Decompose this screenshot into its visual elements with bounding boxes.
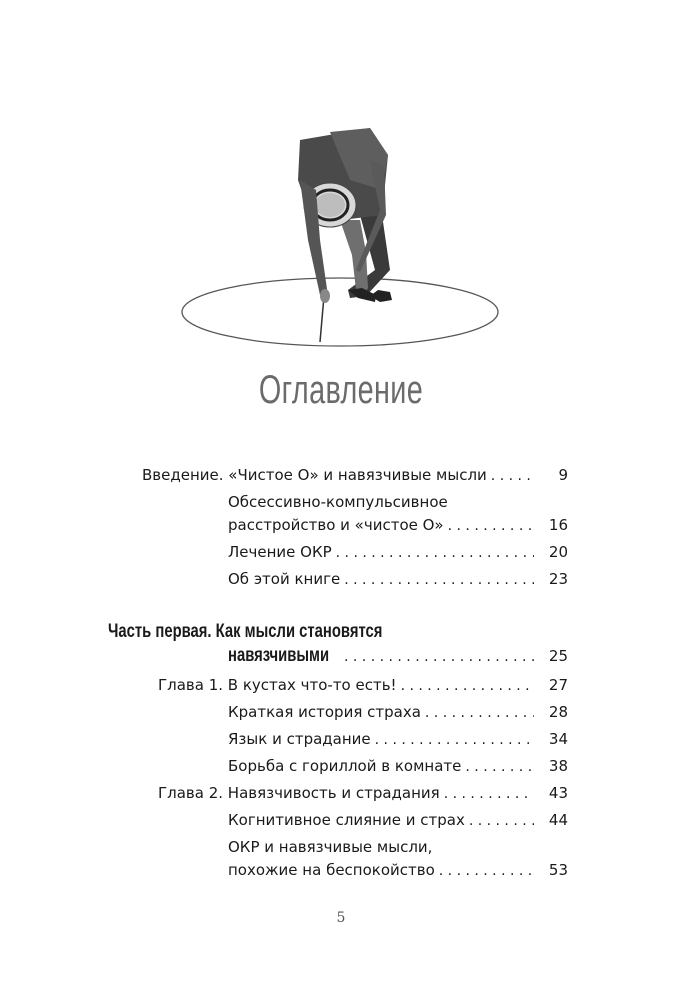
toc-entry-gorilla[interactable] — [228, 756, 568, 777]
leader-dots — [344, 570, 534, 590]
toc-entry-label: Борьба с гориллой в комнате — [228, 757, 462, 775]
toc-entry-chapter-2[interactable] — [158, 783, 568, 804]
leader-dots — [469, 811, 534, 831]
toc-entry-chapter-1[interactable] — [158, 675, 568, 696]
toc-entry-ocd-worry[interactable] — [228, 860, 568, 881]
page-number: 5 — [336, 910, 346, 926]
toc-entry-label: похожие на беспокойство — [228, 861, 435, 879]
toc-entry-label: Глава 2. Навязчивость и страдания — [158, 784, 440, 802]
toc-entry-label: Краткая история страха — [228, 703, 421, 721]
toc-entry-fear-history[interactable] — [228, 702, 568, 723]
toc-entry-page: 28 — [548, 703, 568, 721]
toc-entry-page: 43 — [548, 784, 568, 802]
toc-entry-ocd-pure-o[interactable] — [228, 515, 568, 536]
toc-entry-label: Лечение ОКР — [228, 543, 332, 561]
leader-dots — [375, 730, 534, 750]
toc-entry-label-line1: ОКР и навязчивые мысли, — [228, 838, 433, 856]
toc-entry-cognitive-fusion[interactable] — [228, 810, 568, 831]
toc-entry-label: Об этой книге — [228, 570, 341, 588]
toc-entry-label: навязчивыми — [228, 645, 330, 666]
leader-dots — [336, 543, 534, 563]
toc-entry-page: 44 — [548, 811, 568, 829]
toc-entry-label: Глава 1. В кустах что-то есть! — [158, 676, 397, 694]
toc-entry-page: 9 — [558, 466, 568, 484]
toc-entry-label-line1: Обсессивно-компульсивное — [228, 493, 448, 511]
leader-dots — [491, 466, 534, 486]
leader-dots — [401, 676, 534, 696]
toc-entry-page: 53 — [548, 861, 568, 879]
leader-dots — [444, 784, 534, 804]
toc-entry-about-book[interactable] — [228, 569, 568, 590]
leader-dots — [465, 757, 534, 777]
page-title: Оглавление — [258, 368, 424, 412]
toc-entry-label: Язык и страдание — [228, 730, 371, 748]
toc-entry-label: Когнитивное слияние и страх — [228, 811, 465, 829]
toc-entry-intro[interactable] — [142, 465, 568, 486]
toc-entry-page: 27 — [548, 676, 568, 694]
toc-entry-label: Введение. «Чистое О» и навязчивые мысли — [142, 466, 487, 484]
toc-entry-page: 16 — [548, 516, 568, 534]
leader-dots — [425, 703, 534, 723]
toc-entry-part1[interactable] — [228, 646, 568, 667]
leader-dots — [344, 647, 534, 667]
toc-entry-page: 23 — [548, 570, 568, 588]
toc-entry-page: 34 — [548, 730, 568, 748]
leader-dots — [448, 516, 534, 536]
toc-entry-ocd-treatment[interactable] — [228, 542, 568, 563]
leader-dots — [439, 861, 534, 881]
toc-entry-page: 25 — [548, 647, 568, 665]
toc-entry-page: 20 — [548, 543, 568, 561]
toc-entry-page: 38 — [548, 757, 568, 775]
part-title-line1: Часть первая. Как мысли становятся — [108, 621, 383, 642]
toc-entry-label: расстройство и «чистое О» — [228, 516, 444, 534]
toc-entry-language-suffering[interactable] — [228, 729, 568, 750]
